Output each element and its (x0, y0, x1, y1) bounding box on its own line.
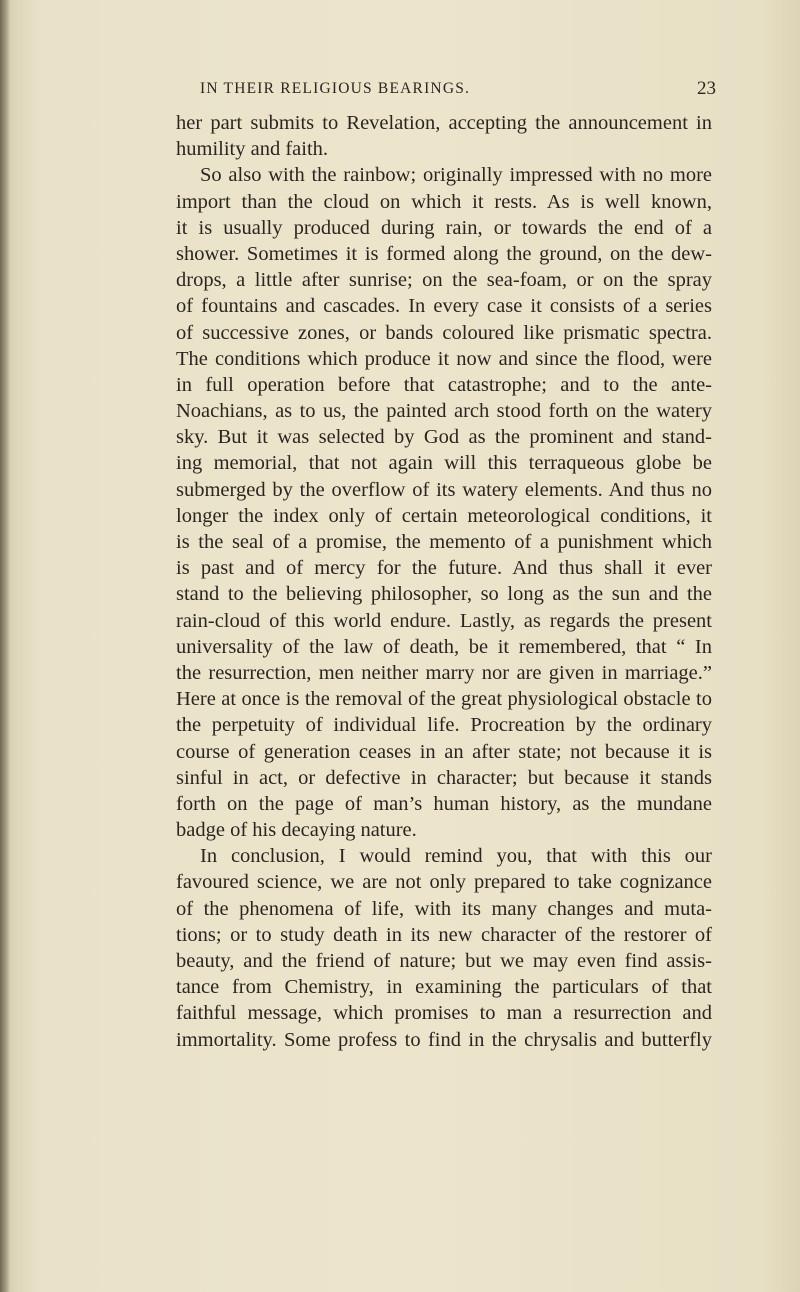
text-line: course of generation ceases in an after state; not because it is (176, 740, 712, 763)
text-line: shower. Sometimes it is formed along the ground, on the dew- (176, 242, 712, 265)
text-line: immortality. Some profess to find in the chrysalis and butterfly (176, 1028, 712, 1051)
text-line: The conditions which produce it now and since the flood, were (176, 347, 712, 370)
text-line: humility and faith. (176, 138, 329, 161)
text-line: In conclusion, I would remind you, that with this our (200, 845, 712, 868)
text-line: of fountains and cascades. In every case it consists of a series (176, 295, 712, 318)
text-line: sky. But it was selected by God as the prominent and stand- (176, 426, 712, 449)
text-line: submerged by the overflow of its watery elements. And thus no (176, 478, 712, 501)
running-head: IN THEIR RELIGIOUS BEARINGS. (200, 80, 471, 97)
text-line: rain-cloud of this world endure. Lastly, as regards the present (176, 609, 712, 632)
text-line: the perpetuity of individual life. Procreation by the ordinary (176, 714, 712, 737)
page-gutter-shadow (0, 0, 10, 1292)
text-line: beauty, and the friend of nature; but we may even find assis- (176, 950, 712, 972)
text-line: her part submits to Revelation, accepting the announcement in (176, 112, 712, 134)
body-text (176, 110, 776, 1053)
text-line: tions; or to study death in its new character of the restorer of (176, 923, 712, 946)
text-line: of successive zones, or bands coloured like prismatic spectra. (176, 321, 712, 344)
text-line: drops, a little after sunrise; on the sea-foam, or on the spray (176, 269, 712, 292)
text-line: tance from Chemistry, in examining the particulars of that (176, 976, 712, 999)
text-line: in full operation before that catastrophe; and to the ante- (176, 373, 712, 396)
text-line: So also with the rainbow; originally impressed with no more (200, 164, 712, 187)
text-line: favoured science, we are not only prepared to take cognizance (176, 871, 712, 894)
text-line: longer the index only of certain meteorological conditions, it (176, 504, 712, 527)
text-line: Noachians, as to us, the painted arch stood forth on the watery (176, 400, 712, 423)
text-line: stand to the believing philosopher, so long as the sun and the (176, 583, 712, 606)
text-line: Here at once is the removal of the great physiological obstacle to (176, 688, 712, 711)
text-line: import than the cloud on which it rests. As is well known, (176, 190, 712, 213)
page-header (170, 78, 716, 104)
text-line: sinful in act, or defective in character; but because it stands (176, 766, 712, 789)
text-line: the resurrection, men neither marry nor are given in marriage.” (176, 661, 712, 684)
text-line: is the seal of a promise, the memento of a punishment which (176, 531, 712, 553)
page-number: 23 (697, 78, 716, 99)
text-line: is past and of mercy for the future. And thus shall it ever (176, 557, 712, 580)
text-line: forth on the page of man’s human history, as the mundane (176, 792, 712, 815)
text-line: of the phenomena of life, with its many changes and muta- (176, 897, 712, 920)
text-line: ing memorial, that not again will this terraqueous globe be (176, 452, 712, 475)
text-line: faithful message, which promises to man a resurrection and (176, 1002, 712, 1025)
text-line: universality of the law of death, be it remembered, that “ In (176, 635, 712, 658)
text-line: it is usually produced during rain, or towards the end of a (176, 216, 712, 239)
text-line: badge of his decaying nature. (176, 819, 417, 842)
